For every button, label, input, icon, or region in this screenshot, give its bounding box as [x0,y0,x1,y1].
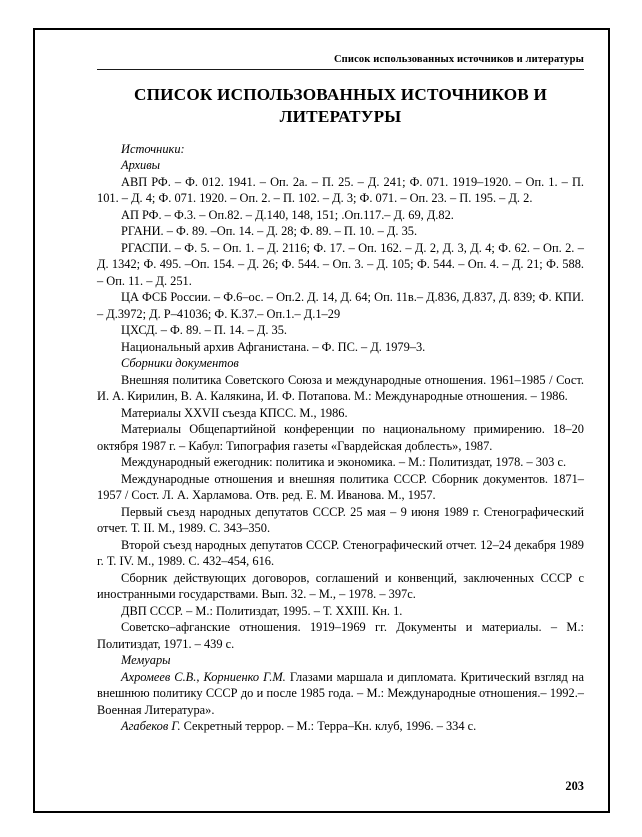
reference-text: Глазами маршала и дипломата. Критический взгляд на внешнюю политику СССР до и после 1985 года. – М.: Международные отношения.– 1992.– Военная Литература». [97,669,584,717]
reference-item: Материалы XXVII съезда КПСС. М., 1986. [121,405,348,420]
reference-item: Первый съезд народных депутатов СССР. 25 мая – 9 июня 1989 г. Стенографический отчет. Т. II. М., 1989. С. 343–350. [97,504,584,536]
running-head: Список использованных источников и литературы [333,54,584,65]
page-content-area [97,54,584,794]
reference-item: ЦХСД. – Ф. 89. – П. 14. – Д. 35. [121,323,288,338]
section-label-archives: Архивы [121,158,160,173]
reference-item: Материалы Общепартийной конференции по национальному примирению. 18–20 октября 1987 г. – Кабул: Типография газеты «Гвардейская доблесть», 1987. [97,422,584,453]
page-sheet [33,28,610,813]
reference-item: АВП РФ. – Ф. 012. 1941. – Оп. 2а. – П. 25. – Д. 241; Ф. 071. 1919–1920. – Оп. 1. – П. 101. – Д. 4; Ф. 071. 1920. – Оп. 2. – П. 102. – Д. 3; Ф. 071. – Оп. 23. – П. 195. – Д. 2. [97,174,584,206]
page-number: 203 [565,779,584,793]
reference-item: АП РФ. – Ф.3. – Оп.82. – Д.140, 148, 151; .Оп.117.– Д. 69, Д.82. [121,207,454,222]
section-label-sources: Источники: [121,141,185,156]
section-label-memoirs: Мемуары [121,653,171,668]
reference-author: Ахромеев С.В., Корниенко Г.М. [121,669,286,684]
reference-text: Секретный террор. – М.: Терра–Кн. клуб, 1996. – 334 с. [180,719,477,734]
header-rule [97,69,584,70]
reference-item: ЦА ФСБ России. – Ф.6–ос. – Оп.2. Д. 14, Д. 64; Оп. 11в.– Д.836, Д.837, Д. 839; Ф. КПИ. – Д.3972; Д. Р–41036; Ф. К.37.– Оп.1.– Д.1–29 [97,290,584,321]
section-label-collections: Сборники документов [121,356,239,371]
reference-item: РГАНИ. – Ф. 89. –Оп. 14. – Д. 28; Ф. 89. – П. 10. – Д. 35. [121,224,418,239]
reference-item: ДВП СССР. – М.: Политиздат, 1995. – Т. XXIII. Кн. 1. [121,603,403,618]
reference-item: Советско–афганские отношения. 1919–1969 гг. Документы и материалы. – М.: Политиздат, 1971. – 439 с. [97,620,584,651]
reference-item: Второй съезд народных депутатов СССР. Стенографический отчет. 12–24 декабря 1989 г. Т. IV. М., 1989. С. 432–454, 616. [97,537,584,569]
reference-item [97,669,584,719]
reference-item: Национальный архив Афганистана. – Ф. ПС. – Д. 1979–3. [121,339,426,354]
reference-item: Сборник действующих договоров, соглашений и конвенций, заключенных СССР с иностранными государствами. Вып. 32. – М., – 1978. – 397с. [97,570,584,602]
reference-item: Международный ежегодник: политика и экономика. – М.: Политиздат, 1978. – 303 с. [121,455,567,470]
reference-author: Агабеков Г. [121,719,181,734]
reference-item: РГАСПИ. – Ф. 5. – Оп. 1. – Д. 2116; Ф. 17. – Оп. 162. – Д. 2, Д. 3, Д. 4; Ф. 62. – Оп. 2. – Д. 1342; Ф. 495. –Оп. 154. – Д. 26; Ф. 544. – Оп. 3. – Д. 105; Ф. 544. – Оп. 4. – Д. 21; Ф. 588. – Оп. 11. – Д. 251. [97,240,584,288]
reference-item: Внешняя политика Советского Союза и международные отношения. 1961–1985 / Сост. И. А. Кирилин, В. А. Калякина, И. Ф. Потапова. М.: Международные отношения. – 1986. [97,372,584,404]
reference-item: Международные отношения и внешняя политика СССР. Сборник документов. 1871– 1957 / Сост. Л. А. Харламова. Отв. ред. Е. М. Иванова. М., 1957. [97,471,584,503]
reference-item [97,718,584,735]
page-title: СПИСОК ИСПОЛЬЗОВАННЫХ ИСТОЧНИКОВ И ЛИТЕРАТУРЫ [133,84,548,126]
